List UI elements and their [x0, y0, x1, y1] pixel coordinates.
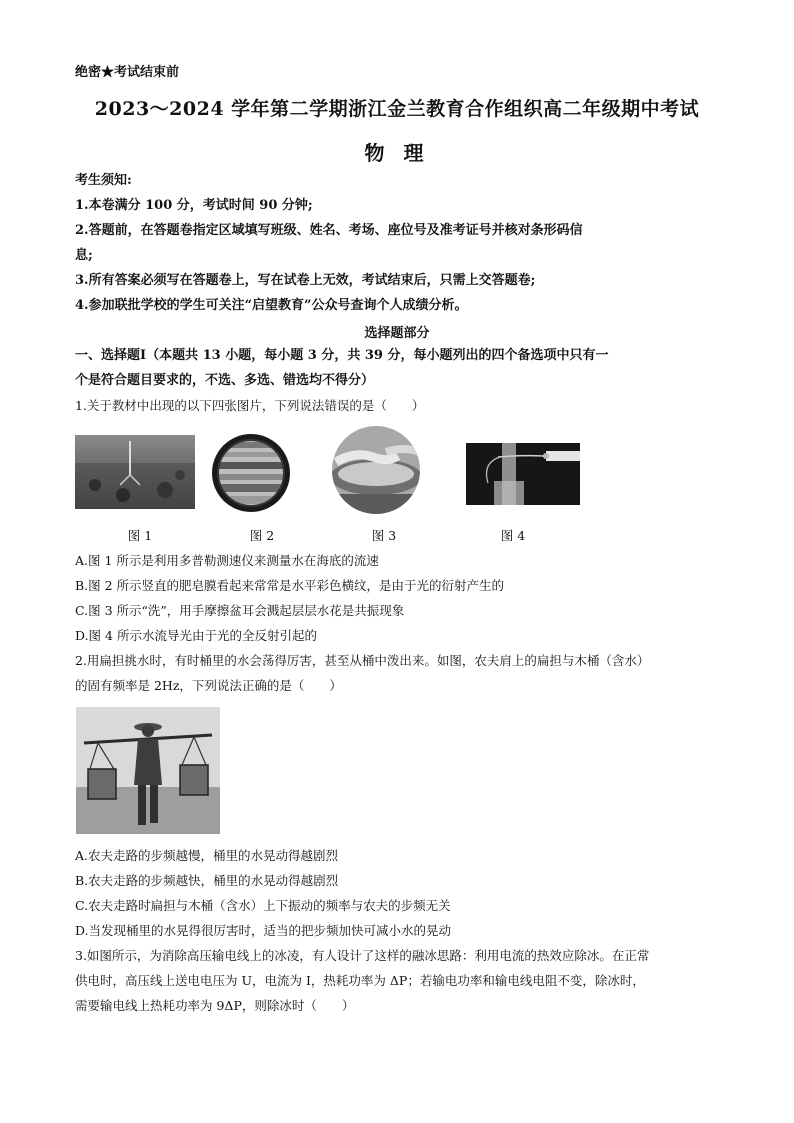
- notice-item: 1.本卷满分 100 分，考试时间 90 分钟;: [75, 198, 313, 213]
- notice-item: 2.答题前，在答题卷指定区域填写班级、姓名、考场、座位号及准考证号并核对条形码信: [75, 223, 583, 238]
- section-instruction: 一、选择题Ⅰ（本题共 13 小题，每小题 3 分，共 39 分，每小题列出的四个备选项中只有一: [75, 348, 609, 363]
- q2-option-c: C.农夫走路时扁担与木桶（含水）上下振动的频率与农夫的步频无关: [75, 898, 451, 913]
- confidential-label: 绝密★考试结束前: [75, 65, 180, 80]
- q2-stem: 的固有频率是 2Hz，下列说法正确的是（ ）: [75, 678, 342, 693]
- notice-item: 4.参加联批学校的学生可关注“启望教育”公众号查询个人成绩分析。: [75, 298, 468, 313]
- figure-3-image: [326, 422, 428, 518]
- notice-heading: 考生须知:: [75, 173, 132, 188]
- farmer-buckets-image: [76, 707, 220, 834]
- section-title: 选择题部分: [364, 326, 430, 341]
- q2-option-b: B.农夫走路的步频越快，桶里的水晃动得越剧烈: [75, 873, 339, 888]
- q3-stem: 3.如图所示，为消除高压输电线上的冰凌，有人设计了这样的融冰思路：利用电流的热效应除冰。在正常: [75, 948, 650, 963]
- subject-title: 物 理: [364, 141, 430, 165]
- q3-stem: 供电时，高压线上送电电压为 U，电流为 I，热耗功率为 ΔP；若输电功率和输电线电阻不变，除冰时，: [75, 973, 645, 988]
- q1-option-c: C.图 3 所示“洗”，用手摩擦盆耳会溅起层层水花是共振现象: [75, 603, 405, 618]
- q1-option-d: D.图 4 所示水流导光由于光的全反射引起的: [75, 628, 317, 643]
- figure-4-image: [466, 443, 580, 505]
- exam-title: 2023～2024 学年第二学期浙江金兰教育合作组织高二年级期中考试: [94, 98, 700, 120]
- figure-1-image: [75, 435, 195, 509]
- notice-item: 3.所有答案必须写在答题卷上，写在试卷上无效，考试结束后，只需上交答题卷;: [75, 273, 536, 288]
- figure-2-caption: 图 2: [249, 528, 275, 543]
- section-instruction: 个是符合题目要求的，不选、多选、错选均不得分）: [75, 373, 375, 388]
- q3-stem: 需要输电线上热耗功率为 9ΔP，则除冰时（ ）: [75, 998, 355, 1013]
- q1-stem: 1.关于教材中出现的以下四张图片，下列说法错误的是（ ）: [75, 398, 425, 413]
- q2-option-a: A.农夫走路的步频越慢，桶里的水晃动得越剧烈: [75, 848, 339, 863]
- figure-3-caption: 图 3: [371, 528, 397, 543]
- q1-option-b: B.图 2 所示竖直的肥皂膜看起来常常是水平彩色横纹，是由于光的衍射产生的: [75, 578, 505, 593]
- q2-option-d: D.当发现桶里的水晃得很厉害时，适当的把步频加快可减小水的晃动: [75, 923, 452, 938]
- q2-stem: 2.用扁担挑水时，有时桶里的水会荡得厉害，甚至从桶中泼出来。如图，农夫肩上的扁担与木桶（含水）: [75, 653, 650, 668]
- notice-item: 息;: [75, 248, 93, 263]
- figure-1-caption: 图 1: [127, 528, 153, 543]
- figure-4-caption: 图 4: [500, 528, 526, 543]
- figure-2-image: [210, 432, 292, 514]
- q1-option-a: A.图 1 所示是利用多普勒测速仪来测量水在海底的流速: [75, 553, 379, 568]
